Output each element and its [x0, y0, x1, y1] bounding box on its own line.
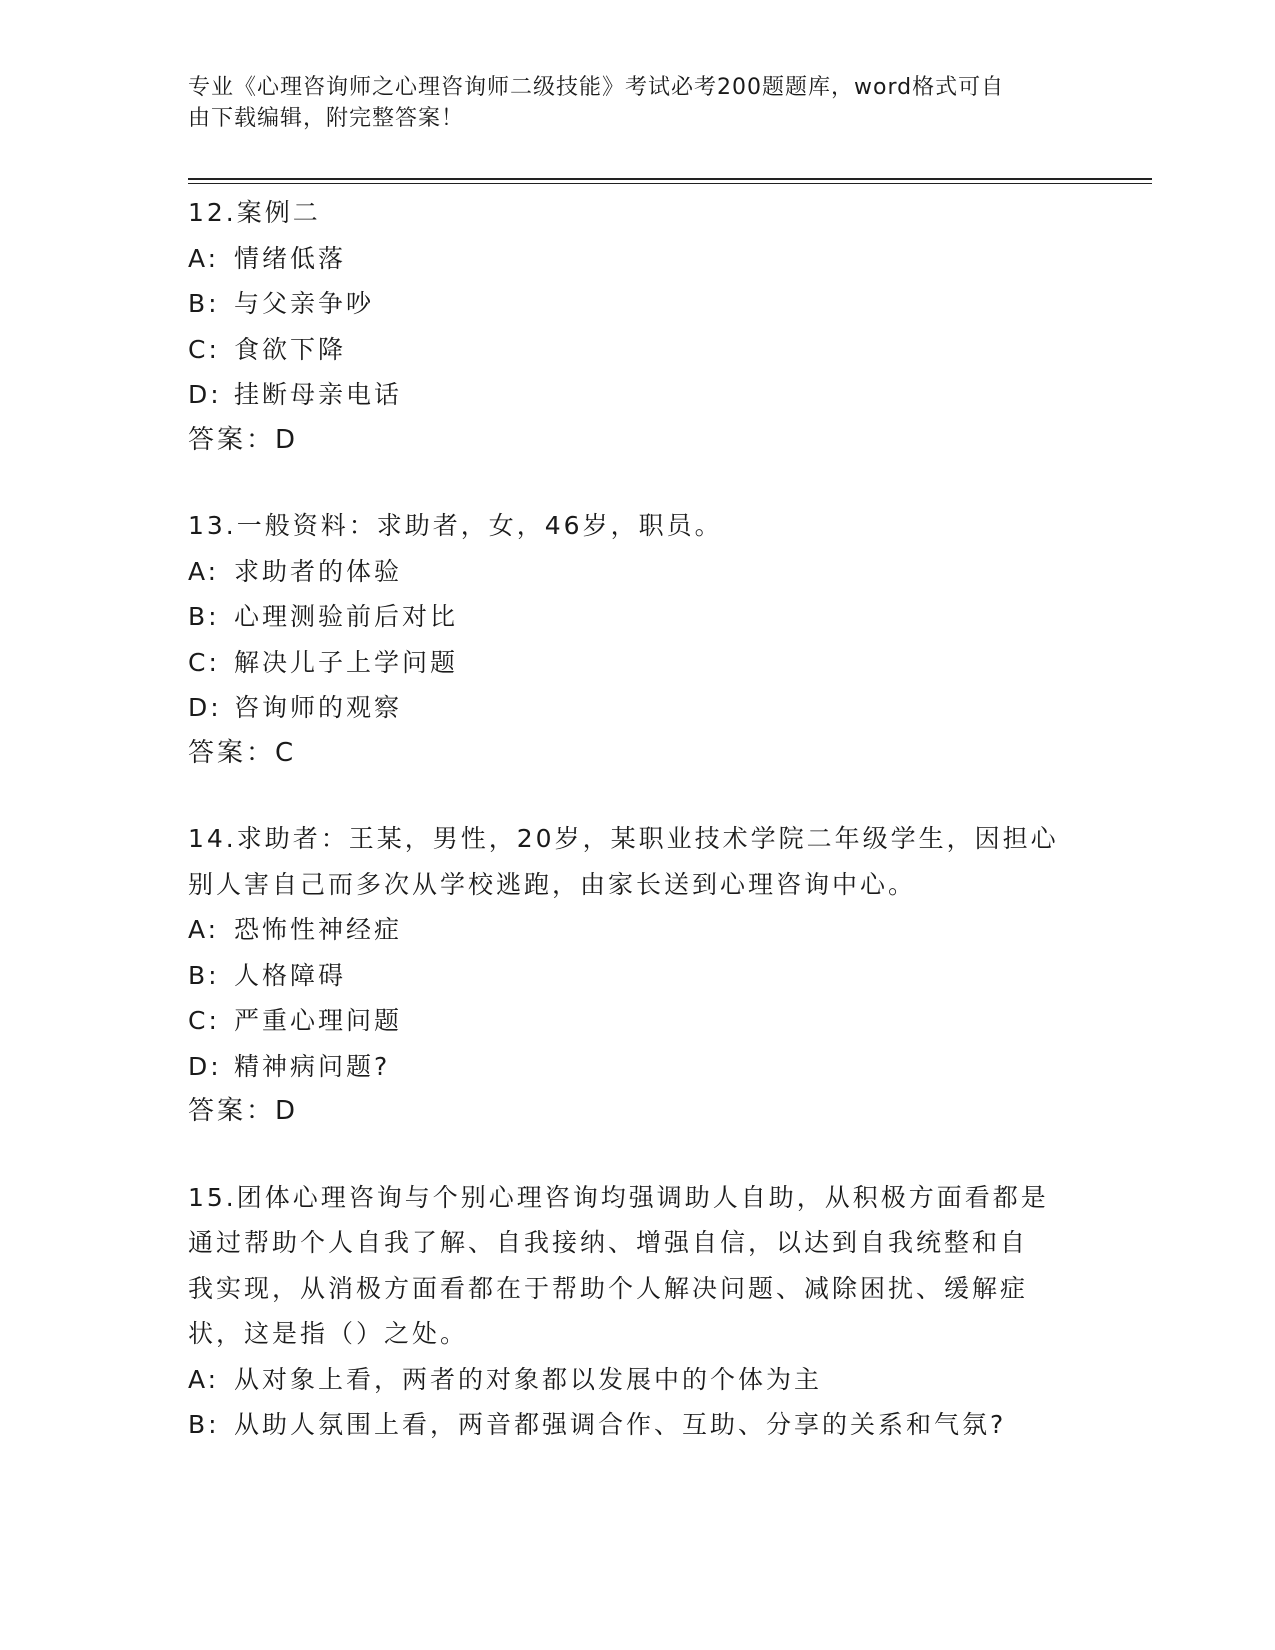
option-text: 精神病问题? [234, 1051, 391, 1081]
option-label: D: [188, 1051, 222, 1081]
question-block [188, 816, 1088, 1135]
option-text: 与父亲争吵 [234, 289, 375, 318]
option-text: 从助人氛围上看，两音都强调合作、互助、分享的关系和气氛? [234, 1410, 1007, 1439]
answer-option [188, 998, 1088, 1044]
option-label: C: [188, 334, 220, 364]
answer-option [188, 549, 1088, 595]
question-stem-line: 通过帮助个人自我了解、自我接纳、增强自信，以达到自我统整和自 [188, 1228, 1029, 1257]
option-label: A: [188, 243, 220, 273]
option-text: 从对象上看，两者的对象都以发展中的个体为主 [234, 1364, 823, 1394]
question-stem-line: 别人害自己而多次从学校逃跑，由家长送到心理咨询中心。 [188, 869, 917, 899]
header-divider-thick [188, 178, 1152, 180]
answer-option [188, 594, 1088, 640]
answer-option [188, 907, 1088, 953]
option-text: 求助者的体验 [234, 556, 403, 586]
option-text: 恐怖性神经症 [234, 915, 403, 944]
option-label: D: [188, 693, 222, 722]
header-line-1: 专业《心理咨询师之心理咨询师二级技能》考试必考200题题库，word格式可自 [188, 75, 1005, 100]
question-block [188, 1175, 1088, 1448]
option-text: 人格障碍 [234, 960, 347, 990]
answer-option [188, 685, 1088, 731]
answer-option [188, 236, 1088, 282]
option-label: A: [188, 915, 220, 944]
option-label: B: [188, 960, 220, 990]
answer-option [188, 1357, 1088, 1403]
option-text: 食欲下降 [234, 334, 347, 364]
document-header [188, 72, 1068, 134]
question-stem-line: 12.案例二 [188, 198, 321, 227]
answer-option [188, 281, 1088, 327]
option-label: A: [188, 556, 220, 586]
question-list [188, 190, 1088, 1488]
option-label: C: [188, 647, 220, 677]
option-text: 解决儿子上学问题 [234, 647, 459, 677]
option-text: 情绪低落 [234, 243, 347, 273]
answer-option [188, 1044, 1088, 1090]
question-stem-line: 15.团体心理咨询与个别心理咨询均强调助人自助，从积极方面看都是 [188, 1182, 1049, 1212]
question-stem-line: 我实现，从消极方面看都在于帮助个人解决问题、减除困扰、缓解症 [188, 1273, 1029, 1303]
answer-option [188, 640, 1088, 686]
option-label: C: [188, 1006, 220, 1035]
answer-option [188, 372, 1088, 418]
answer-key: 答案：D [188, 1096, 299, 1126]
option-label: D: [188, 380, 222, 409]
option-label: B: [188, 1410, 220, 1439]
answer-option [188, 327, 1088, 373]
option-text: 心理测验前后对比 [234, 602, 459, 631]
question-block [188, 503, 1088, 776]
answer-option [188, 953, 1088, 999]
header-divider-thin [188, 183, 1152, 184]
option-text: 严重心理问题 [234, 1006, 403, 1035]
option-text: 咨询师的观察 [234, 693, 403, 722]
header-line-2: 由下载编辑，附完整答案！ [188, 106, 465, 131]
option-label: A: [188, 1364, 220, 1394]
question-block [188, 190, 1088, 463]
answer-option [188, 1402, 1088, 1448]
answer-key: 答案：D [188, 424, 299, 455]
question-stem-line: 14.求助者：王某，男性，20岁，某职业技术学院二年级学生，因担心 [188, 824, 1059, 853]
option-label: B: [188, 602, 220, 631]
answer-key: 答案：C [188, 737, 297, 768]
question-stem-line: 状，这是指（）之处。 [188, 1319, 469, 1348]
option-text: 挂断母亲电话 [234, 380, 403, 409]
option-label: B: [188, 289, 220, 318]
question-stem-line: 13.一般资料：求助者，女，46岁，职员。 [188, 511, 723, 540]
